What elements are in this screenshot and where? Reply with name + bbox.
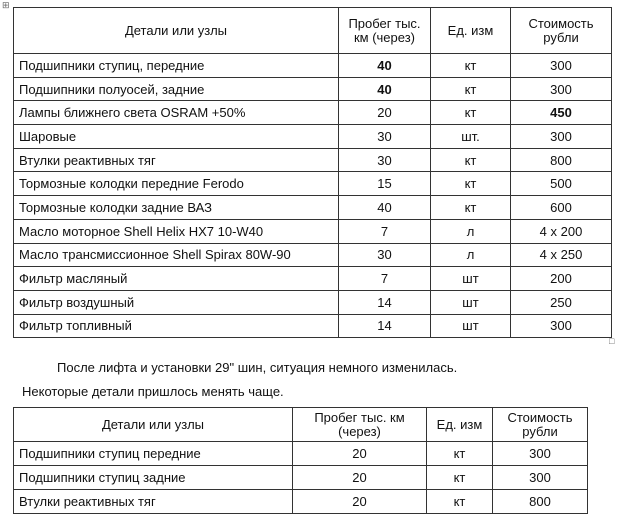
unit-value: кт: [427, 466, 493, 490]
cost-value: 200: [511, 267, 612, 291]
cost-value: 300: [511, 314, 612, 338]
mileage-value: 30: [339, 243, 431, 267]
part-name: Втулки реактивных тяг: [14, 490, 293, 514]
cost-value: 250: [511, 290, 612, 314]
unit-value: шт: [431, 314, 511, 338]
mileage-value: 20: [293, 490, 427, 514]
parts-table-before: [13, 7, 612, 338]
part-name: Подшипники полуосей, задние: [14, 77, 339, 101]
part-name: Тормозные колодки передние Ferodo: [14, 172, 339, 196]
unit-value: л: [431, 219, 511, 243]
table-row: [14, 219, 612, 243]
table-row: [14, 442, 588, 466]
mileage-value: 30: [339, 148, 431, 172]
table-row: [14, 267, 612, 291]
unit-value: кт: [431, 54, 511, 78]
table-row: [14, 196, 612, 220]
mileage-value: 7: [339, 219, 431, 243]
cost-value: 300: [511, 125, 612, 149]
mileage-value: 40: [339, 54, 431, 78]
table-row: [14, 101, 612, 125]
part-name: Фильтр топливный: [14, 314, 339, 338]
unit-value: кт: [431, 196, 511, 220]
unit-value: л: [431, 243, 511, 267]
mileage-value: 20: [293, 442, 427, 466]
part-name: Подшипники ступиц, передние: [14, 54, 339, 78]
unit-value: кт: [427, 442, 493, 466]
header-parts: Детали или узлы: [14, 8, 339, 54]
mileage-value: 14: [339, 290, 431, 314]
unit-value: кт: [431, 77, 511, 101]
cost-value: 800: [493, 490, 588, 514]
table-row: [14, 54, 612, 78]
paragraph-parts: Некоторые детали пришлось менять чаще.: [22, 384, 284, 399]
paragraph-lift: После лифта и установки 29" шин, ситуация немного изменилась.: [57, 360, 458, 375]
header-mileage: Пробег тыс. км (через): [339, 8, 431, 54]
header-unit: Ед. изм: [427, 408, 493, 442]
cost-value: 4 х 250: [511, 243, 612, 267]
cost-value: 300: [493, 442, 588, 466]
unit-value: кт: [431, 148, 511, 172]
mileage-value: 14: [339, 314, 431, 338]
cost-value: 500: [511, 172, 612, 196]
table-row: [14, 77, 612, 101]
cost-value: 450: [511, 101, 612, 125]
table-row: [14, 314, 612, 338]
table-header-row: [14, 408, 588, 442]
part-name: Подшипники ступиц передние: [14, 442, 293, 466]
table-row: [14, 490, 588, 514]
header-cost: Стоимость рубли: [493, 408, 588, 442]
part-name: Фильтр воздушный: [14, 290, 339, 314]
mileage-value: 30: [339, 125, 431, 149]
cost-value: 300: [511, 77, 612, 101]
header-unit: Ед. изм: [431, 8, 511, 54]
unit-value: шт.: [431, 125, 511, 149]
table-resize-handle-icon: □: [609, 336, 615, 346]
parts-table-after: [13, 407, 588, 514]
part-name: Подшипники ступиц задние: [14, 466, 293, 490]
cost-value: 300: [511, 54, 612, 78]
cost-value: 300: [493, 466, 588, 490]
part-name: Лампы ближнего света OSRAM +50%: [14, 101, 339, 125]
unit-value: шт: [431, 267, 511, 291]
unit-value: кт: [431, 172, 511, 196]
mileage-value: 40: [339, 77, 431, 101]
header-parts: Детали или узлы: [14, 408, 293, 442]
mileage-value: 7: [339, 267, 431, 291]
part-name: Масло трансмиссионное Shell Spirax 80W-90: [14, 243, 339, 267]
mileage-value: 40: [339, 196, 431, 220]
table-row: [14, 290, 612, 314]
table-row: [14, 466, 588, 490]
part-name: Масло моторное Shell Helix HX7 10-W40: [14, 219, 339, 243]
part-name: Тормозные колодки задние ВАЗ: [14, 196, 339, 220]
unit-value: кт: [427, 490, 493, 514]
table-move-handle-icon: ⊞: [2, 0, 10, 10]
mileage-value: 20: [293, 466, 427, 490]
mileage-value: 20: [339, 101, 431, 125]
unit-value: шт: [431, 290, 511, 314]
table-row: [14, 243, 612, 267]
header-cost: Стоимость рубли: [511, 8, 612, 54]
cost-value: 600: [511, 196, 612, 220]
cost-value: 800: [511, 148, 612, 172]
table-row: [14, 125, 612, 149]
part-name: Фильтр масляный: [14, 267, 339, 291]
unit-value: кт: [431, 101, 511, 125]
table-row: [14, 148, 612, 172]
header-mileage: Пробег тыс. км (через): [293, 408, 427, 442]
part-name: Втулки реактивных тяг: [14, 148, 339, 172]
table-row: [14, 172, 612, 196]
table-header-row: [14, 8, 612, 54]
mileage-value: 15: [339, 172, 431, 196]
cost-value: 4 х 200: [511, 219, 612, 243]
part-name: Шаровые: [14, 125, 339, 149]
